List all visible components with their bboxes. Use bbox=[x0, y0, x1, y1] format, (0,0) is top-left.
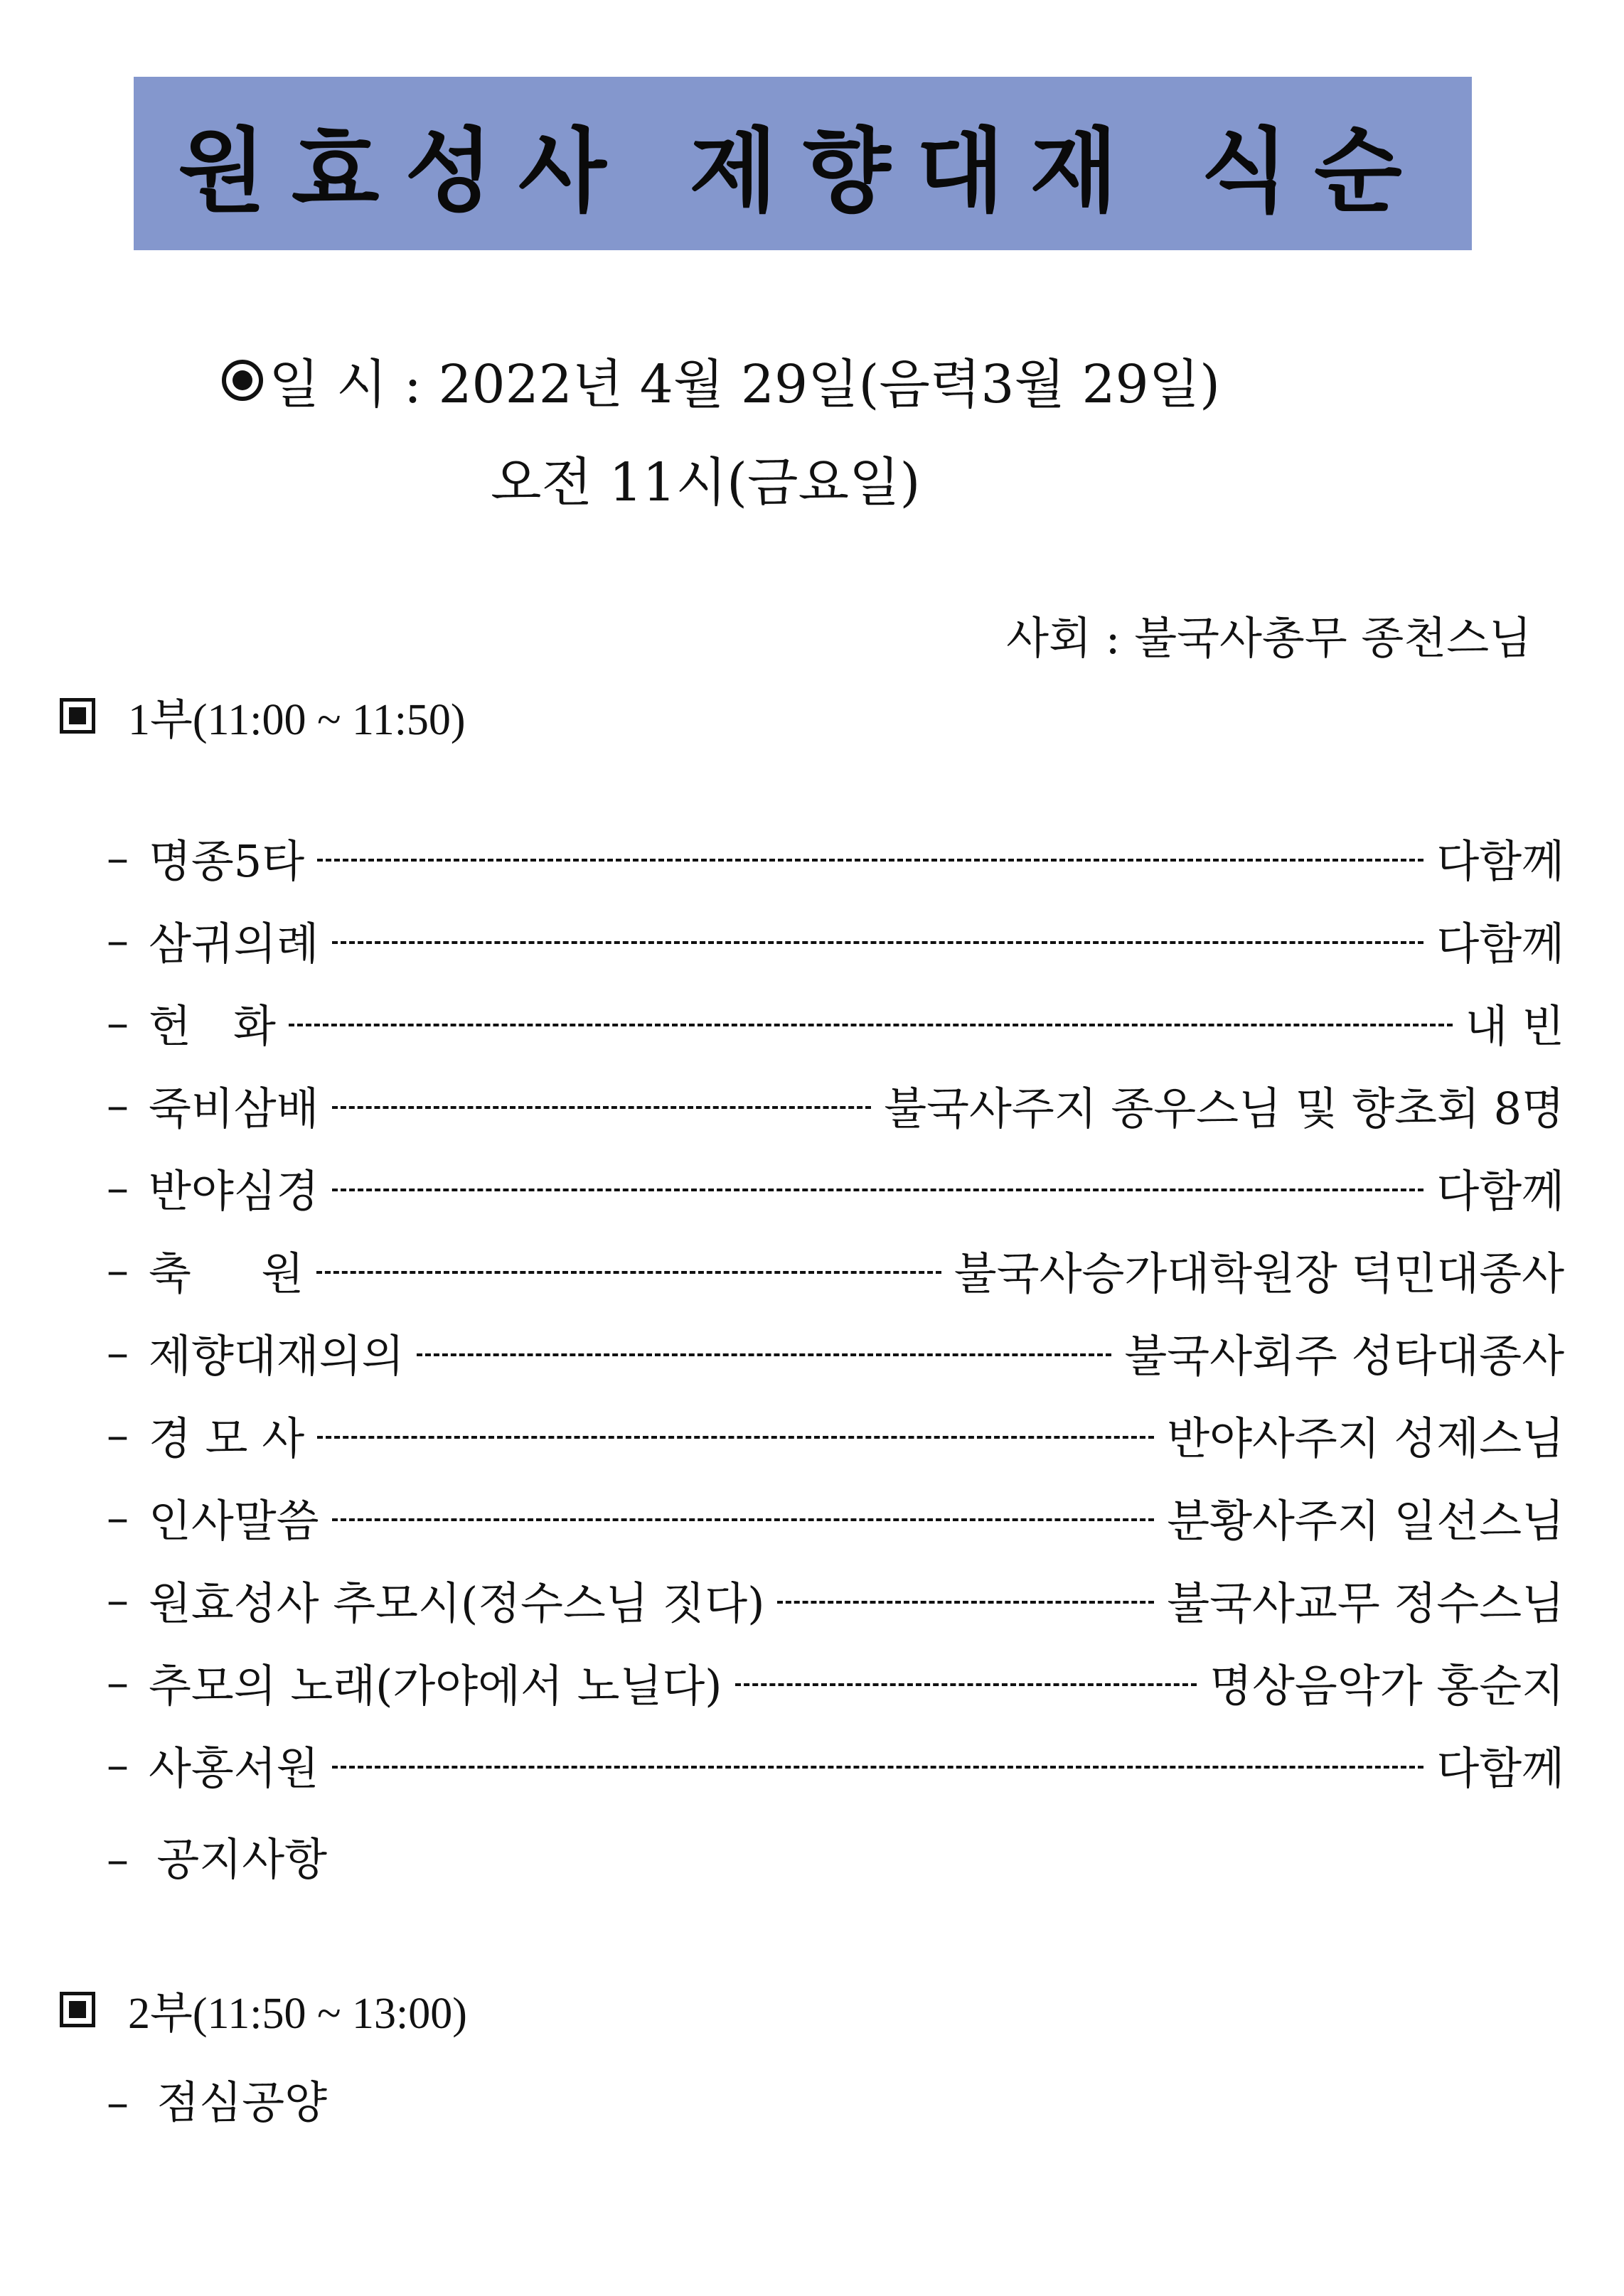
program-item: 헌 화 bbox=[149, 999, 276, 1052]
dotted-leader bbox=[332, 1189, 1424, 1191]
program-performer: 불국사주지 종우스님 및 향초회 8명 bbox=[884, 1082, 1564, 1134]
title-banner bbox=[134, 77, 1472, 250]
program-row bbox=[107, 829, 1564, 886]
program-row bbox=[107, 1241, 1564, 1298]
part2-heading bbox=[60, 1978, 467, 2041]
dotted-leader bbox=[332, 1106, 872, 1109]
notice-item: – 공지사항 bbox=[107, 1833, 327, 1885]
part1-heading-text: 1부(11:00 ~ 11:50) bbox=[128, 696, 466, 744]
program-row bbox=[107, 1736, 1564, 1793]
program-performer: 다함께 bbox=[1436, 835, 1564, 887]
square-bullet-icon bbox=[60, 1992, 95, 2027]
row-dash: – bbox=[107, 1078, 129, 1131]
program-item: 사홍서원 bbox=[149, 1742, 319, 1794]
dotted-leader bbox=[317, 859, 1423, 862]
program-row bbox=[107, 994, 1564, 1051]
program-row bbox=[107, 1488, 1564, 1545]
program-item: 경 모 사 bbox=[149, 1412, 305, 1464]
dotted-leader bbox=[417, 1353, 1111, 1356]
page-title: 원효성사 제향대재 식순 bbox=[178, 118, 1428, 225]
program-item: 삼귀의례 bbox=[149, 917, 319, 970]
dotted-leader bbox=[332, 1518, 1155, 1521]
dotted-leader bbox=[332, 941, 1424, 944]
program-row bbox=[107, 911, 1564, 968]
row-dash: – bbox=[107, 1326, 129, 1378]
dotted-leader bbox=[316, 1271, 941, 1274]
row-dash: – bbox=[107, 1656, 129, 1708]
row-dash: – bbox=[107, 1491, 129, 1543]
dotted-leader bbox=[777, 1601, 1154, 1604]
program-item: 제향대재의의 bbox=[149, 1329, 405, 1382]
row-dash: – bbox=[107, 1573, 129, 1626]
program-performer: 다함께 bbox=[1436, 1164, 1564, 1217]
square-bullet-icon bbox=[60, 698, 95, 734]
dotted-leader bbox=[317, 1436, 1154, 1439]
row-dash: – bbox=[107, 1408, 129, 1461]
row-dash: – bbox=[107, 1161, 129, 1213]
program-performer: 분황사주지 일선스님 bbox=[1167, 1494, 1564, 1547]
program-row bbox=[107, 1076, 1564, 1133]
program-performer: 반야사주지 성제스님 bbox=[1167, 1412, 1564, 1464]
dotted-leader bbox=[289, 1024, 1453, 1026]
program-item: 반야심경 bbox=[149, 1164, 319, 1217]
date-text: 일 시 : 2022년 4월 29일(음력3월 29일) bbox=[269, 354, 1220, 415]
program-item: 죽비삼배 bbox=[149, 1082, 319, 1134]
program-row bbox=[107, 1571, 1564, 1628]
program-row bbox=[107, 1159, 1564, 1216]
row-dash: – bbox=[107, 913, 129, 966]
program-performer: 불국사회주 성타대종사 bbox=[1124, 1329, 1564, 1382]
part1-heading bbox=[60, 684, 466, 747]
program-row bbox=[107, 1406, 1564, 1463]
host-text: 사회 : 불국사총무 종천스님 bbox=[1006, 612, 1532, 664]
row-dash: – bbox=[107, 996, 129, 1048]
program-item: 추모의 노래(가야에서 노닐다) bbox=[149, 1659, 722, 1712]
program-row bbox=[107, 1653, 1564, 1710]
program-performer: 다함께 bbox=[1436, 917, 1564, 970]
program-item: 축 원 bbox=[149, 1247, 304, 1299]
program-performer: 불국사승가대학원장 덕민대종사 bbox=[953, 1247, 1564, 1299]
time-text: 오전 11시(금요일) bbox=[491, 452, 921, 513]
dotted-leader bbox=[735, 1683, 1197, 1686]
circle-bullet-icon bbox=[222, 360, 263, 401]
program-performer: 내 빈 bbox=[1465, 999, 1564, 1052]
lunch-item: – 점심공양 bbox=[107, 2076, 327, 2128]
program-item: 명종5타 bbox=[149, 835, 305, 887]
row-dash: – bbox=[107, 831, 129, 884]
program-performer: 명상음악가 홍순지 bbox=[1209, 1659, 1564, 1712]
part2-heading-text: 2부(11:50 ~ 13:00) bbox=[128, 1990, 467, 2038]
program-item: 원효성사 추모시(정수스님 짓다) bbox=[149, 1577, 765, 1629]
date-line bbox=[222, 343, 1220, 418]
program-row bbox=[107, 1324, 1564, 1380]
dotted-leader bbox=[332, 1766, 1424, 1769]
program-performer: 다함께 bbox=[1436, 1742, 1564, 1794]
program-performer: 불국사교무 정수스님 bbox=[1167, 1577, 1564, 1629]
row-dash: – bbox=[107, 1738, 129, 1791]
row-dash: – bbox=[107, 1243, 129, 1296]
program-item: 인사말씀 bbox=[149, 1494, 319, 1547]
